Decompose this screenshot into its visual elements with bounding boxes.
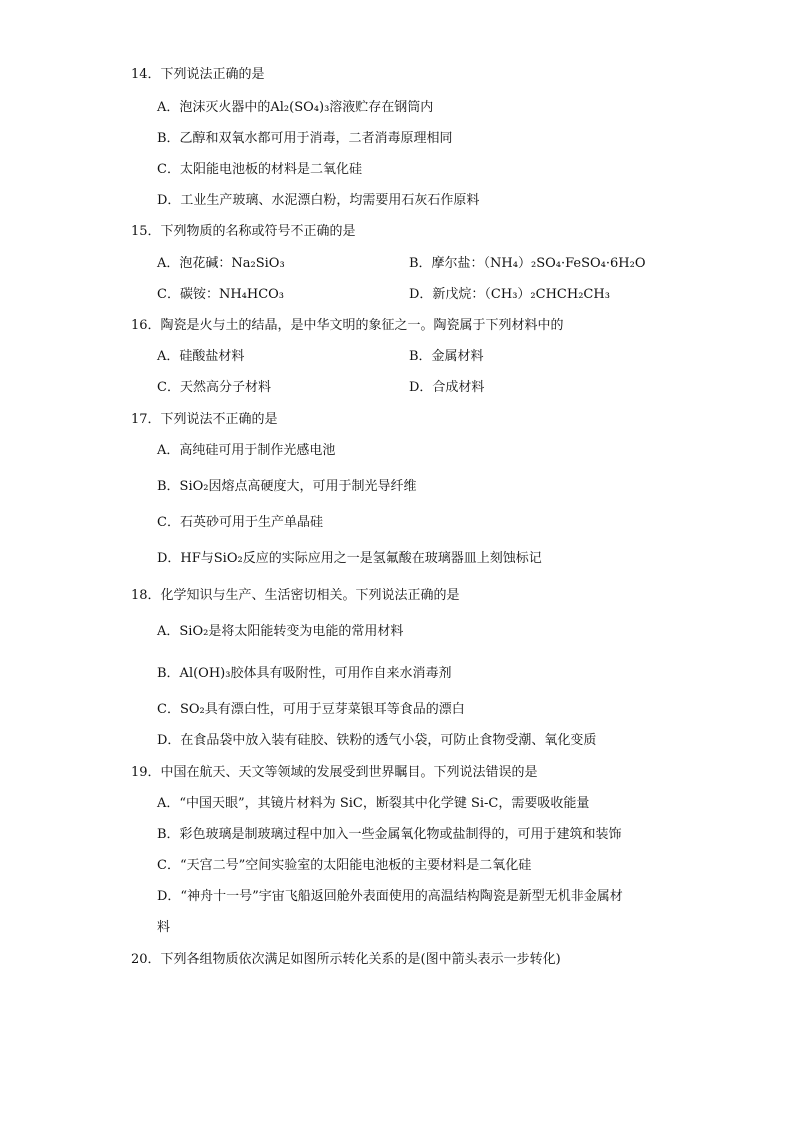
question-17-option-b: B．SiO₂因熔点高硬度大，可用于制光导纤维: [157, 479, 417, 494]
question-19-stem: 19．中国在航天、天文等领域的发展受到世界瞩目。下列说法错误的是: [131, 765, 538, 780]
question-18-stem: 18．化学知识与生产、生活密切相关。下列说法正确的是: [131, 588, 460, 603]
question-14-stem: 14．下列说法正确的是: [131, 67, 265, 82]
question-18-option-a: A．SiO₂是将太阳能转变为电能的常用材料: [157, 624, 404, 639]
question-15-option-d: D．新戊烷：（CH₃）₂CHCH₂CH₃: [409, 287, 610, 302]
question-18-option-c: C．SO₂具有漂白性，可用于豆芽菜银耳等食品的漂白: [157, 702, 465, 717]
question-17-option-d: D．HF与SiO₂反应的实际应用之一是氢氟酸在玻璃器皿上刻蚀标记: [157, 551, 542, 566]
question-14-option-b: B．乙醇和双氧水都可用于消毒，二者消毒原理相同: [157, 131, 453, 146]
question-16-option-a: A．硅酸盐材料: [157, 349, 245, 364]
question-19-option-c: C．“天宫二号”空间实验室的太阳能电池板的主要材料是二氧化硅: [157, 858, 532, 873]
question-18-option-b: B．Al(OH)₃胶体具有吸附性，可用作自来水消毒剂: [157, 666, 452, 681]
question-14-option-c: C．太阳能电池板的材料是二氧化硅: [157, 162, 362, 177]
question-20-stem: 20．下列各组物质依次满足如图所示转化关系的是(图中箭头表示一步转化): [131, 952, 561, 967]
question-14-option-d: D．工业生产玻璃、水泥漂白粉，均需要用石灰石作原料: [157, 193, 480, 208]
question-15-option-b: B．摩尔盐：（NH₄）₂SO₄·FeSO₄·6H₂O: [409, 256, 646, 271]
question-16-option-b: B．金属材料: [409, 349, 484, 364]
question-15-stem: 15．下列物质的名称或符号不正确的是: [131, 224, 356, 239]
question-17-stem: 17．下列说法不正确的是: [131, 412, 278, 427]
question-17-option-c: C．石英砂可用于生产单晶硅: [157, 515, 323, 530]
question-19-option-d-continued: 料: [157, 920, 171, 935]
question-19-option-a: A．“中国天眼”，其镜片材料为 SiC，断裂其中化学键 Si-C，需要吸收能量: [157, 796, 590, 811]
question-16-option-d: D．合成材料: [409, 380, 485, 395]
question-15-option-c: C．碳铵：NH₄HCO₃: [157, 287, 285, 302]
question-19-option-b: B．彩色玻璃是制玻璃过程中加入一些金属氧化物或盐制得的，可用于建筑和装饰: [157, 827, 622, 842]
question-15-option-a: A．泡花碱：Na₂SiO₃: [157, 256, 285, 271]
question-18-option-d: D．在食品袋中放入装有硅胶、铁粉的透气小袋，可防止食物受潮、氧化变质: [157, 733, 597, 748]
question-17-option-a: A．高纯硅可用于制作光感电池: [157, 443, 336, 458]
question-19-option-d: D．“神舟十一号”宇宙飞船返回舱外表面使用的高温结构陶瓷是新型无机非金属材: [157, 889, 623, 904]
question-16-option-c: C．天然高分子材料: [157, 380, 271, 395]
question-14-option-a: A．泡沫灭火器中的Al₂(SO₄)₃溶液贮存在钢筒内: [157, 100, 434, 115]
question-16-stem: 16．陶瓷是火与土的结晶，是中华文明的象征之一。陶瓷属于下列材料中的: [131, 318, 564, 333]
